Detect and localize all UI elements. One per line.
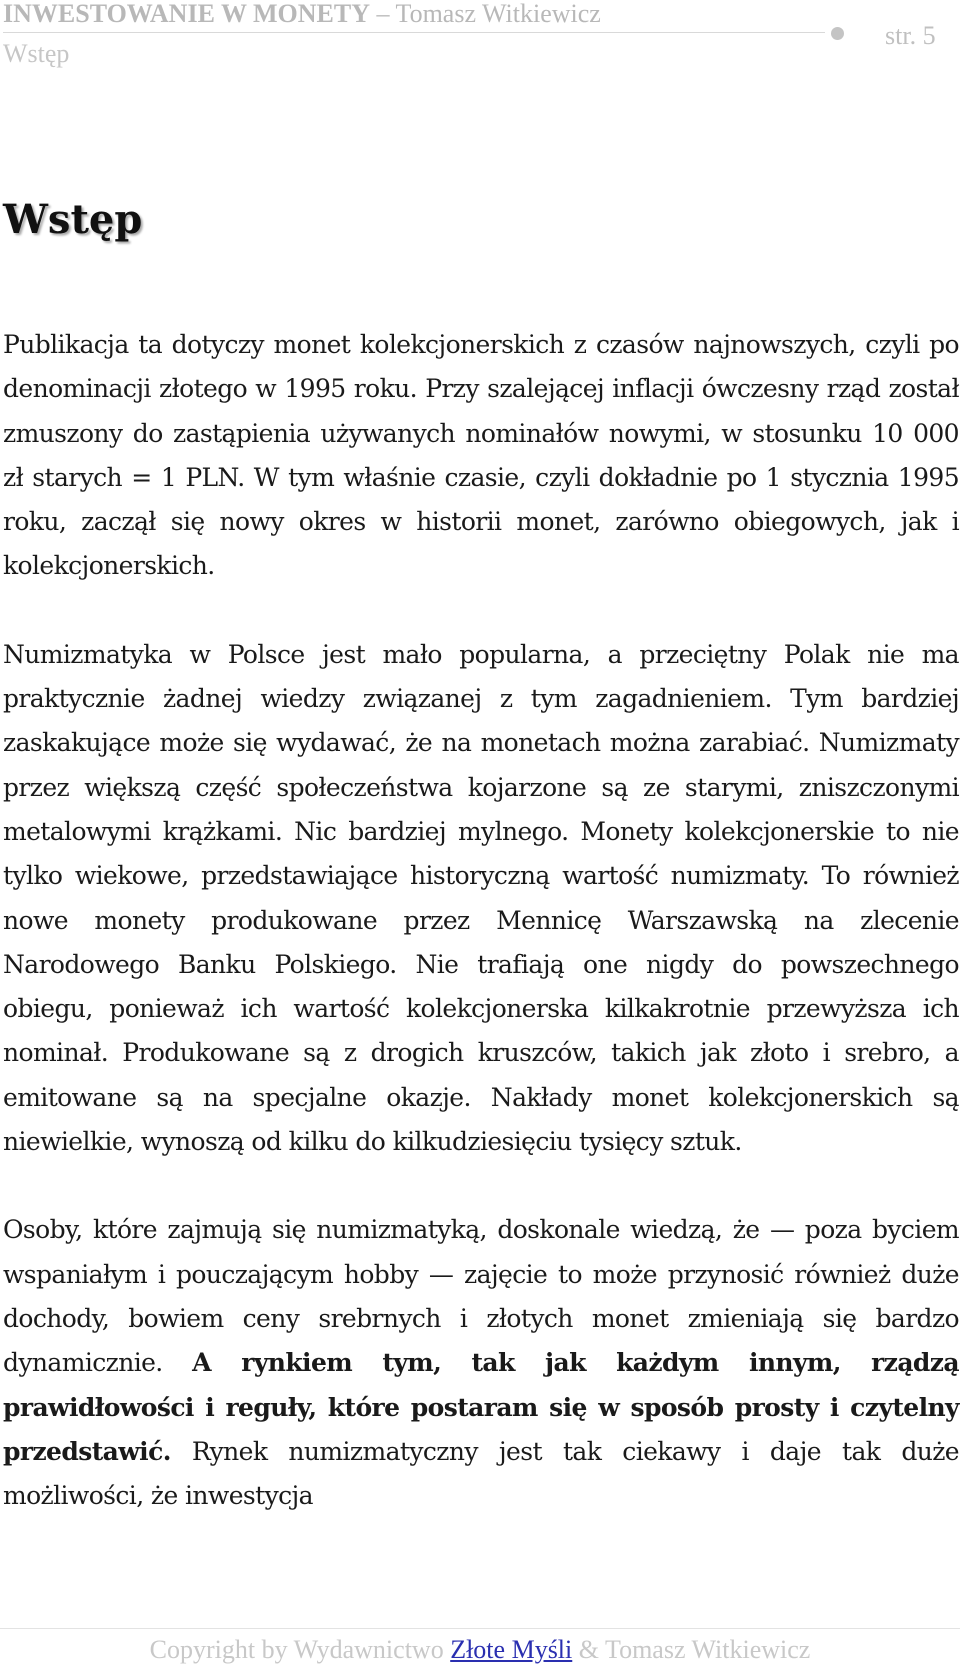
book-title: INWESTOWANIE W MONETY (3, 0, 370, 28)
copyright-suffix: & Tomasz Witkiewicz (572, 1635, 811, 1664)
publisher-link[interactable]: Złote Myśli (450, 1635, 573, 1664)
header-section: Wstęp (3, 39, 70, 68)
emphasized-text: A rynkiem tym, tak jak każdym innym, rządzą prawidłowości i reguły, które postaram się w sposób prosty i czytelny przedstawić. (3, 1348, 959, 1466)
paragraph (3, 1208, 959, 1518)
paragraph: Numizmatyka w Polsce jest mało popularna, a przeciętny Polak nie ma praktycznie żadnej wiedzy związanej z tym zagadnieniem. Tym bardziej zaskakujące może się wydawać, że na monetach można zarabiać. Numizmaty przez większą część społeczeństwa kojarzone są ze starymi, zniszczonymi metalowymi krążkami. Nic bardziej mylnego. Monety kolekcjonerskie to nie tylko wiekowe, przedstawiające historyczną wartość numizmaty. To również nowe monety produkowane przez Mennicę Warszawską na zlecenie Narodowego Banku Polskiego. Nie trafiają one nigdy do powszechnego obiegu, ponieważ ich wartość kolekcjonerska kilkakrotnie przewyższa ich nominał. Produkowane są z drogich kruszców, takich jak złoto i srebro, a emitowane są na specjalne okazje. Nakłady monet kolekcjonerskich są niewielkie, wynoszą od kilku do kilkudziesięciu tysięcy sztuk. (3, 639, 959, 1157)
paragraph-text: Osoby, które zajmują się numizmatyką, doskonale wiedzą, że — poza byciem wspaniałym i pouczającym hobby — zajęcie to może przynosić również duże dochody, bowiem ceny srebrnych i złotych monet zmieniają się bardzo dynamicznie. (3, 1215, 959, 1378)
paragraph: Publikacja ta dotyczy monet kolekcjonerskich z czasów najnowszych, czyli po denominacji złotego w 1995 roku. Przy szalejącej inflacji ówczesny rząd został zmuszony do zastąpienia używanych nominałów nowymi, w stosunku 10 000 zł starych = 1 PLN. W tym właśnie czasie, czyli dokładnie po 1 stycznia 1995 roku, zaczął się nowy okres w historii monet, zarówno obiegowych, jak i kolekcjonerskich. (3, 330, 959, 581)
paragraph-text: Rynek numizmatyczny jest tak ciekawy i daje tak duże możliwości, że inwestycja (3, 1436, 959, 1511)
chapter-title: Wstęp (3, 196, 143, 243)
page-footer (0, 1628, 960, 1664)
copyright-prefix: Copyright by Wydawnictwo (149, 1635, 451, 1664)
page-number: str. 5 (885, 21, 936, 50)
header-author: Tomasz Witkiewicz (395, 0, 601, 28)
chapter-body (3, 323, 959, 1562)
running-head (3, 0, 601, 28)
copyright (0, 1635, 960, 1665)
header-rule (3, 32, 825, 33)
header-separator: – (369, 0, 396, 28)
bullet-icon (831, 27, 844, 40)
page-header (0, 0, 960, 75)
